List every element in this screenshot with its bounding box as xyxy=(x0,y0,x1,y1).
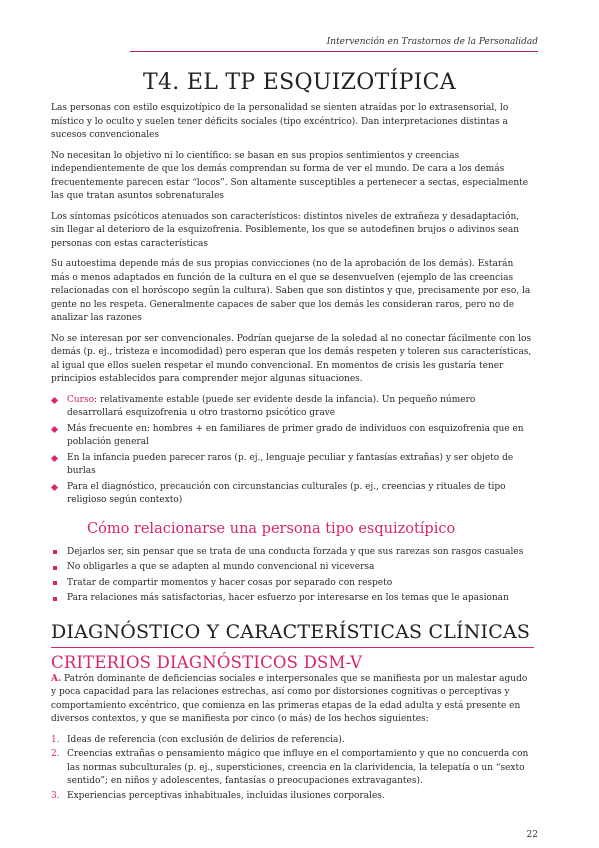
body-paragraph: Su autoestima depende más de sus propias convicciones (no de la aprobación de los demás). Estarán más o menos adaptados en función de la cultura en el que se desenvuelven (ejemplo de las creencias relacionadas con el horóscopo según la cultura). Saben que son distintos y que, precisamente por eso, la gente no les respeta. Generalmente capaces de saber que los demás les consideran raros, pero no de analizar las razones xyxy=(51,259,531,323)
bullet-text: Para el diagnóstico, precaución con circunstancias culturales (p. ej., creencias y rituales de tipo religioso según contexto) xyxy=(67,481,506,505)
list-item xyxy=(51,452,534,479)
square-bullet-icon xyxy=(53,550,57,554)
criteria-title: CRITERIOS DIAGNÓSTICOS DSM-V xyxy=(51,652,363,672)
page-title: T4. EL TP ESQUIZOTÍPICA xyxy=(143,70,456,95)
diamond-bullet-icon xyxy=(51,425,58,432)
list-item xyxy=(51,592,534,606)
square-bullet-icon xyxy=(53,566,57,570)
item-number: 3. xyxy=(51,790,60,801)
relate-subheading: Cómo relacionarse una persona tipo esquizotípico xyxy=(87,520,456,537)
bullet-text: Para relaciones más satisfactorias, hacer esfuerzo por interesarse en los temas que le apasionan xyxy=(67,593,509,603)
main-content xyxy=(51,102,534,804)
running-header: Intervención en Trastornos de la Personalidad xyxy=(326,37,538,47)
header-rule xyxy=(130,51,538,52)
criterion-letter: A. xyxy=(51,673,62,684)
list-item xyxy=(51,790,534,804)
square-bullet-icon xyxy=(53,597,57,601)
criterion-text: Patrón dominante de deficiencias sociales e interpersonales que se manifiesta por un malestar agudo y poca capacidad para las relaciones estrechas, así como por distorsiones cognitivas o perceptivas y comportamiento excéntrico, que comienza en las primeras etapas de la edad adulta y está presente en diversos contextos, y que se manifiesta por cinco (o más) de los hechos siguientes: xyxy=(51,673,528,724)
body-paragraph: Los síntomas psicóticos atenuados son característicos: distintos niveles de extrañeza y desadaptación, sin llegar al deterioro de la esquizofrenia. Posiblemente, los que se autodefinen brujos o adivinos sean personas con estas características xyxy=(51,211,520,249)
relate-list xyxy=(51,546,534,606)
bullet-text: : relativamente estable (puede ser evidente desde la infancia). Un pequeño número desarrollará esquizofrenia u otro trastorno psicótico grave xyxy=(67,394,476,418)
section-title: DIAGNÓSTICO Y CARACTERÍSTICAS CLÍNICAS xyxy=(51,620,534,648)
item-number: 2. xyxy=(51,749,60,759)
list-item xyxy=(51,394,534,421)
bullet-lead: Curso xyxy=(67,394,95,405)
features-list xyxy=(51,394,534,508)
list-item xyxy=(51,546,534,560)
item-text: Experiencias perceptivas inhabituales, incluidas ilusiones corporales. xyxy=(67,790,385,801)
item-number: 1. xyxy=(51,734,60,745)
body-paragraph: No se interesan por ser convencionales. Podrían quejarse de la soledad al no conectar fácilmente con los demás (p. ej., tristeza e incomodidad) pero esperan que los demás respeten y toleren sus características, al igual que ellos suelen respetar el mundo convencional. En momentos de crisis les gustaría tener principios establecidos para comprender mejor algunas situaciones. xyxy=(51,333,532,384)
list-item xyxy=(51,423,534,450)
diamond-bullet-icon xyxy=(51,454,58,461)
bullet-text: Dejarlos ser, sin pensar que se trata de una conducta forzada y que sus rarezas son rasgos casuales xyxy=(67,546,524,557)
list-item xyxy=(51,577,534,591)
item-text: Ideas de referencia (con exclusión de delirios de referencia). xyxy=(67,734,345,745)
square-bullet-icon xyxy=(53,581,57,585)
list-item xyxy=(51,481,534,508)
item-text: Creencias extrañas o pensamiento mágico que influye en el comportamiento y que no concuerda con las normas subculturales (p. ej., supersticiones, creencia en la clarividencia, la telepatía o un “sexto sentido”; en niños y adolescentes, fantasías o preocupaciones extravagantes). xyxy=(67,749,529,786)
page-number: 22 xyxy=(526,830,538,840)
criterion-a xyxy=(51,673,534,727)
bullet-text: No obligarles a que se adapten al mundo convencional ni viceversa xyxy=(67,562,375,572)
diamond-bullet-icon xyxy=(51,396,58,403)
diamond-bullet-icon xyxy=(51,483,58,490)
bullet-text: Más frecuente en: hombres + en familiares de primer grado de individuos con esquizofrenia que en población general xyxy=(67,423,524,447)
list-item xyxy=(51,734,534,748)
bullet-text: En la infancia pueden parecer raros (p. ej., lenguaje peculiar y fantasías extrañas) y ser objeto de burlas xyxy=(67,452,514,476)
body-paragraph: No necesitan lo objetivo ni lo científico: se basan en sus propios sentimientos y creencias independientemente de que los demás comprendan su forma de ver el mundo. De cara a los demás frecuentemente parecen estar “locos”. Son altamente susceptibles a pertenecer a sectas, especialmente las que tratan asuntos sobrenaturales xyxy=(51,150,529,201)
criteria-list xyxy=(51,734,534,804)
list-item xyxy=(51,748,534,789)
bullet-text: Tratar de compartir momentos y hacer cosas por separado con respeto xyxy=(67,577,393,588)
intro-paragraph: Las personas con estilo esquizotípico de la personalidad se sienten atraídas por lo extrasensorial, lo místico y lo oculto y suelen tener déficits sociales (tipo excéntrico). Dan interpretaciones distintas a sucesos convencionales xyxy=(51,103,509,140)
list-item xyxy=(51,561,534,575)
